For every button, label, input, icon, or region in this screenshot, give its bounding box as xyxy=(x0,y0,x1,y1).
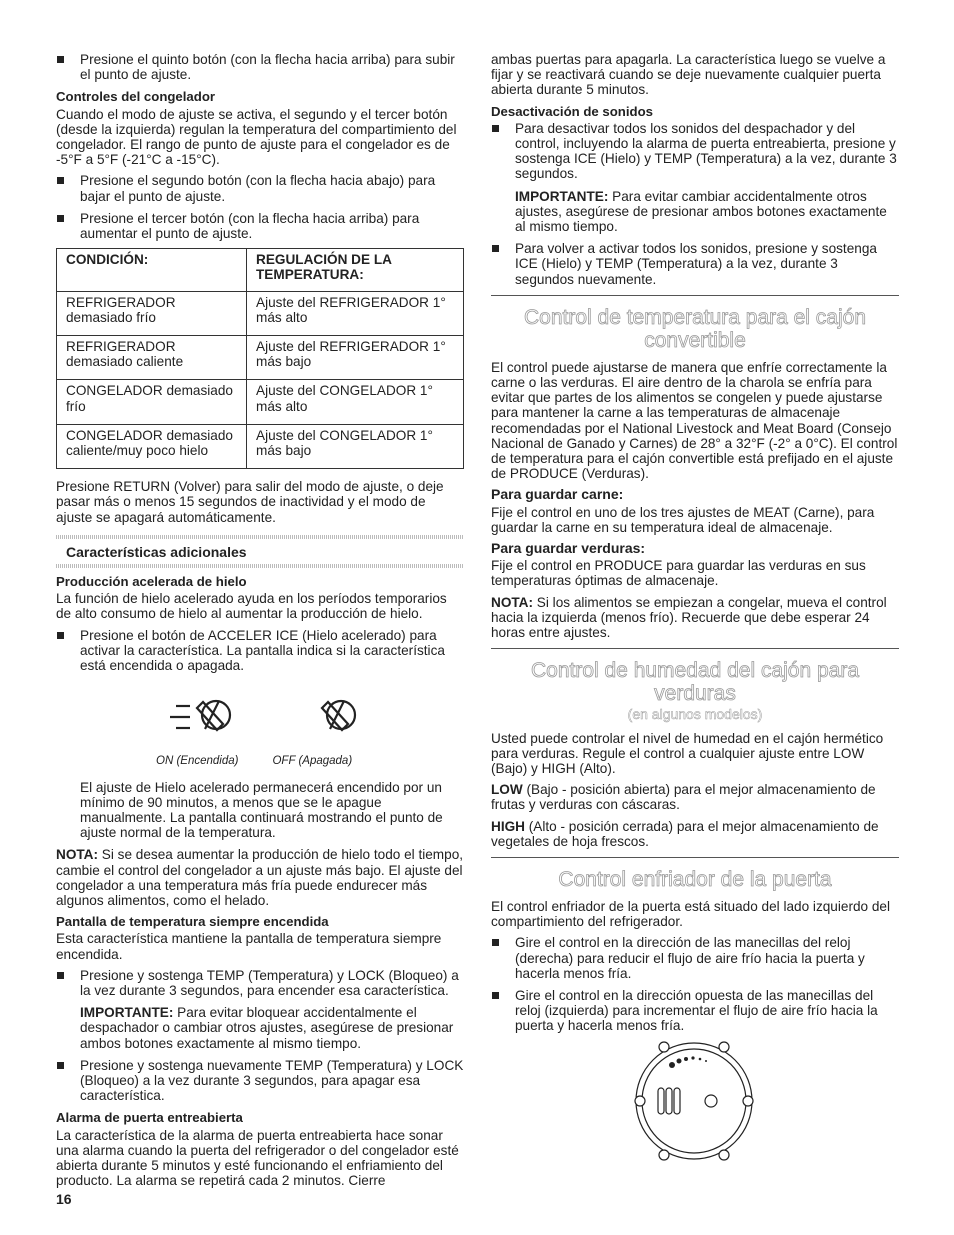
caption-off: OFF (Apagada) xyxy=(272,755,353,768)
door-cooler-paragraph: El control enfriador de la puerta está situado del lado izquierdo del compartimiento del refrigerador. xyxy=(491,898,891,930)
bullet-item xyxy=(56,211,464,241)
bullet-text: Presione y sostenga nuevamente TEMP (Temperatura) y LOCK (Bloqueo) a la vez durante 3 segundos, para apagar esa característica. xyxy=(80,1057,464,1104)
table-cell: Ajuste del CONGELADOR 1° más bajo xyxy=(247,424,464,468)
section-rule xyxy=(491,295,899,296)
bullet-item xyxy=(491,121,899,182)
convertible-drawer-title: Control de temperatura para el cajón convertible xyxy=(523,305,867,352)
table-header-condition: CONDICIÓN: xyxy=(57,249,247,291)
accelerated-ice-on-icon xyxy=(56,680,464,758)
sound-deactivation-heading: Desactivación de sonidos xyxy=(491,103,653,119)
low-label: LOW xyxy=(491,782,523,798)
important-paragraph xyxy=(80,1005,464,1051)
note-text: Si los alimentos se empiezan a congelar, mueva el control hacia la izquierda (menos frío). Recuerde que debe esperar 24 horas entre ajustes. xyxy=(491,594,887,641)
table-cell: REFRIGERADOR demasiado frío xyxy=(57,291,247,335)
section-rule xyxy=(491,648,899,649)
accelerated-ice-note: El ajuste de Hielo acelerado permanecerá encendido por un mínimo de 90 minutos, a menos que se le apague manualmente. La pantalla continuará mostrando el punto de ajuste normal de la temperatura. xyxy=(80,779,443,841)
bullet-text: Presione y sostenga TEMP (Temperatura) y LOCK (Bloqueo) a la vez durante 3 segundos, para encender esa característica. xyxy=(80,967,459,998)
door-ajar-alarm-paragraph: La característica de la alarma de puerta entreabierta hace sonar una alarma cuando la puerta del refrigerador o del congelador esté abierta durante 5 minutos y esté funcionando el enfriamiento del producto. La alarma se repetirá cada 2 minutos. Cierre xyxy=(56,1127,459,1189)
high-text: (Alto - posición cerrada) para el mejor almacenamiento de vegetales de hoja frescos. xyxy=(491,818,879,849)
page-number: 16 xyxy=(56,1191,72,1207)
table-row xyxy=(57,291,464,335)
accelerated-ice-heading: Producción acelerada de hielo xyxy=(56,574,247,590)
bullet-item xyxy=(56,628,464,674)
temperature-adjustment-table xyxy=(56,248,464,469)
convertible-drawer-paragraph: El control puede ajustarse de manera que enfríe correctamente la carne o las verduras. El aire dentro de la charola se enfría para evitar que partes de los alimentos se congelen y puede ajustarse para mantener la carne a las temperaturas de almacenaje recomendadas por el National Livestock and Meat Board (Consejo Nacional de Ganado y Carnes) de 28° a 32°F (-2° a 0°C). El control de temperatura para el cajón convertible está prefijado en el ajuste de PRODUCE (Verduras). xyxy=(491,359,898,482)
table-cell: CONGELADOR demasiado frío xyxy=(57,380,247,424)
return-paragraph: Presione RETURN (Volver) para salir del modo de ajuste, o deje pasar más o menos 15 segundos de inactividad y el modo de ajuste se apagará automáticamente. xyxy=(56,479,444,525)
humidity-paragraph: Usted puede controlar el nivel de humedad en el cajón hermético para verduras. Regule el control a cualquier ajuste entre LOW (Bajo) y HIGH (Alto). xyxy=(491,730,884,776)
display-always-on-paragraph: Esta característica mantiene la pantalla de temperatura siempre encendida. xyxy=(56,931,442,962)
bullet-text: Para volver a activar todos los sonidos, presione y sostenga ICE (Hielo) y TEMP (Temperatura) a la vez, durante 3 segundos nuevamente. xyxy=(515,241,877,287)
table-row xyxy=(57,380,464,424)
important-paragraph xyxy=(515,189,899,235)
high-paragraph xyxy=(491,819,899,849)
bullet-item xyxy=(491,988,899,1034)
table-cell: REFRIGERADOR demasiado caliente xyxy=(57,336,247,380)
important-label: IMPORTANTE: xyxy=(515,188,609,204)
section-divider xyxy=(56,535,464,539)
bullet-text: Presione el segundo botón (con la flecha hacia abajo) para bajar el punto de ajuste. xyxy=(80,173,436,204)
bullet-text: Para desactivar todos los sonidos del despachador y del control, incluyendo la alarma de puerta entreabierta, presione y sostenga ICE (Hielo) y TEMP (Temperatura) a la vez, durante 3 segundos. xyxy=(515,120,897,182)
bullet-item xyxy=(56,52,464,82)
bullet-text: Presione el botón de ACCELER ICE (Hielo acelerado) para activar la característica. La pantalla indica si la característica está encendida o apagada. xyxy=(80,627,445,674)
note-label: NOTA: xyxy=(491,594,534,610)
table-cell: Ajuste del CONGELADOR 1° más alto xyxy=(247,380,464,424)
table-row xyxy=(57,424,464,468)
humidity-control-subtitle: (en algunos modelos) xyxy=(627,706,763,723)
meat-heading: Para guardar carne: xyxy=(491,486,624,503)
note-paragraph xyxy=(491,595,899,641)
note-text: Si se desea aumentar la producción de hielo todo el tiempo, cambie el control del congelador a un ajuste más bajo. El ajuste del congelador a una temperatura más fría puede endurecer más algunos alimentos, como el helado. xyxy=(56,847,464,908)
bullet-item xyxy=(491,935,899,981)
accelerated-ice-paragraph: La función de hielo acelerado ayuda en los períodos temporarios de alto consumo de hielo al aumentar la producción de hielo. xyxy=(56,591,447,622)
meat-paragraph: Fije el control en uno de los tres ajustes de MEAT (Carne), para guardar la carne en su temperatura ideal de almacenaje. xyxy=(491,504,875,535)
humidity-control-title: Control de humedad del cajón para verduras xyxy=(530,659,860,706)
low-text: (Bajo - posición abierta) para el mejor almacenamiento de frutas y verduras con cáscaras. xyxy=(491,782,876,813)
section-divider xyxy=(56,564,464,568)
table-header-regulation: REGULACIÓN DE LA TEMPERATURA: xyxy=(247,249,464,291)
freezer-controls-paragraph: Cuando el modo de ajuste se activa, el segundo y el tercer botón (desde la izquierda) regulan la temperatura del compartimiento del congelador. El rango de punto de ajuste para el congelador es de -5°F a 5°F (-21°C a -15°C). xyxy=(56,106,457,168)
table-cell: CONGELADOR demasiado caliente/muy poco hielo xyxy=(57,424,247,468)
freezer-controls-heading: Controles del congelador xyxy=(56,89,216,105)
door-cooler-title: Control enfriador de la puerta xyxy=(558,867,832,891)
alarm-continued-paragraph: ambas puertas para apagarla. La característica luego se vuelve a fijar y se reactivará cuando se deje nuevamente cualquier puerta abierta durante 5 minutos. xyxy=(491,52,886,98)
bullet-item xyxy=(491,241,899,287)
table-row xyxy=(57,336,464,380)
bullet-text: Presione el tercer botón (con la flecha hacia arriba) para aumentar el punto de ajuste. xyxy=(80,210,420,242)
section-rule xyxy=(491,857,899,858)
bullet-item xyxy=(56,1058,464,1104)
caption-on: ON (Encendida) xyxy=(156,755,239,768)
door-cooler-dial-icon xyxy=(491,1041,899,1161)
bullet-text: Presione el quinto botón (con la flecha hacia arriba) para subir el punto de ajuste. xyxy=(80,52,455,83)
bullet-item xyxy=(56,968,464,998)
note-paragraph xyxy=(56,847,464,908)
vegetables-heading: Para guardar verduras: xyxy=(491,540,646,557)
right-column xyxy=(491,52,899,1164)
table-cell: Ajuste del REFRIGERADOR 1° más bajo xyxy=(247,336,464,380)
low-paragraph xyxy=(491,782,899,812)
ice-icons xyxy=(56,680,464,758)
left-column xyxy=(56,52,464,1194)
display-always-on-heading: Pantalla de temperatura siempre encendida xyxy=(56,914,329,930)
bullet-text: Gire el control en la dirección de las manecillas del reloj (derecha) para reducir el flujo de aire frío hacia la puerta y hacerla menos fría. xyxy=(515,935,865,981)
door-ajar-alarm-heading: Alarma de puerta entreabierta xyxy=(56,1110,243,1126)
vegetables-paragraph: Fije el control en PRODUCE para guardar las verduras en sus temperaturas óptimas de almacenaje. xyxy=(491,558,866,589)
important-label: IMPORTANTE: xyxy=(80,1005,174,1021)
table-header-row xyxy=(57,249,464,291)
note-label: NOTA: xyxy=(56,847,99,863)
table-cell: Ajuste del REFRIGERADOR 1° más alto xyxy=(247,291,464,335)
additional-features-heading: Características adicionales xyxy=(66,543,247,560)
bullet-text: Gire el control en la dirección opuesta de las manecillas del reloj (izquierda) para incrementar el flujo de aire frío hacia la puerta y hacerla menos fría. xyxy=(515,987,878,1034)
important-text: Para evitar cambiar accidentalmente otros ajustes, asegúrese de presionar ambos botones exactamente al mismo tiempo. xyxy=(515,188,887,235)
high-label: HIGH xyxy=(491,818,525,834)
important-text: Para evitar bloquear accidentalmente el despachador o cambiar otros ajustes, asegúrese de presionar ambos botones exactamente al mismo tiempo. xyxy=(80,1005,454,1051)
bullet-item xyxy=(56,173,464,203)
